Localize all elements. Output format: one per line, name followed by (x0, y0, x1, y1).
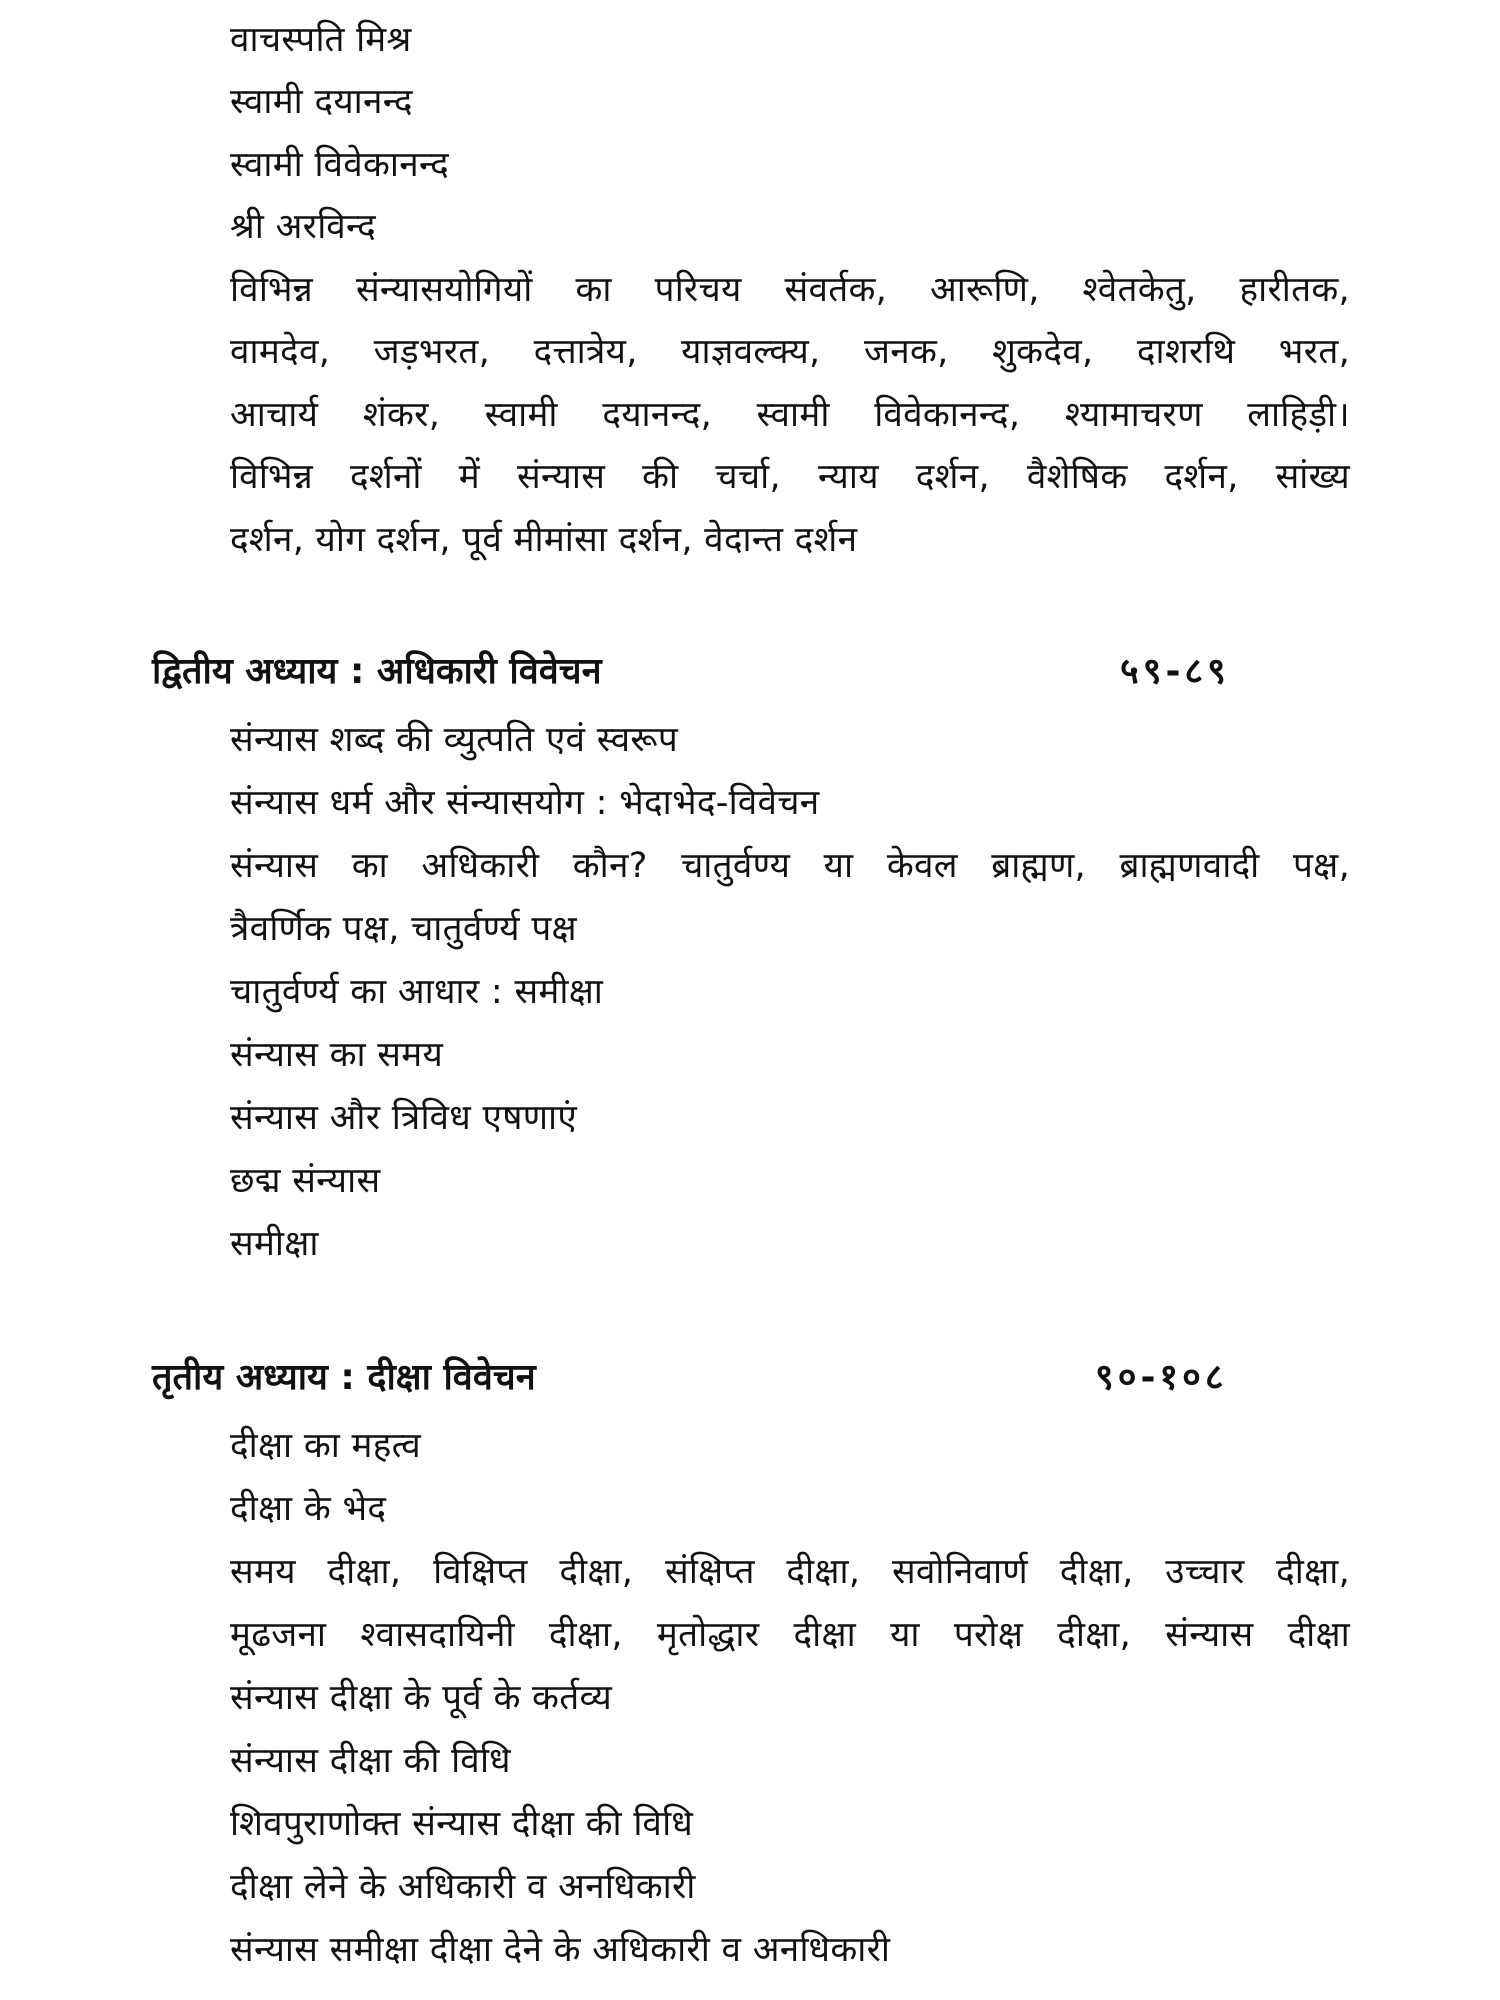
toc-entry: दीक्षा के भेद (230, 1489, 387, 1529)
toc-entry: शिवपुराणोक्त संन्यास दीक्षा की विधि (230, 1804, 694, 1844)
chapter-page-range: ५९-८९ (1120, 651, 1230, 692)
toc-entry: संन्यास धर्म और संन्यासयोग : भेदाभेद-विवेचन (230, 783, 820, 823)
toc-entry: श्री अरविन्द (230, 207, 377, 247)
toc-entry: वामदेव, जड़भरत, दत्तात्रेय, याज्ञवल्क्य, जनक, शुकदेव, दाशरथि भरत, (230, 332, 1350, 372)
toc-entry: संन्यास दीक्षा के पूर्व के कर्तव्य (230, 1678, 613, 1718)
toc-entry: आचार्य शंकर, स्वामी दयानन्द, स्वामी विवेकानन्द, श्यामाचरण लाहिड़ी। (230, 395, 1350, 435)
toc-entry: समीक्षा (230, 1224, 319, 1264)
toc-entry: छद्म संन्यास (230, 1161, 381, 1201)
toc-entry: चातुर्वर्ण्य का आधार : समीक्षा (230, 972, 604, 1012)
toc-entry: वाचस्पति मिश्र (230, 20, 412, 60)
chapter-page-range: ९०-१०८ (1095, 1357, 1228, 1398)
toc-entry: संन्यास का अधिकारी कौन? चातुर्वण्य या केवल ब्राह्मण, ब्राह्मणवादी पक्ष, (230, 846, 1350, 886)
toc-entry: संन्यास और त्रिविध एषणाएं (230, 1098, 578, 1138)
toc-entry: त्रैवर्णिक पक्ष, चातुर्वर्ण्य पक्ष (230, 909, 577, 949)
chapter-heading: तृतीय अध्याय : दीक्षा विवेचन (152, 1357, 536, 1398)
toc-entry: स्वामी विवेकानन्द (230, 145, 450, 185)
toc-entry: स्वामी दयानन्द (230, 82, 413, 122)
toc-entry: संन्यास समीक्षा दीक्षा देने के अधिकारी व अनधिकारी (230, 1930, 891, 1970)
toc-entry: संन्यास का समय (230, 1035, 444, 1075)
toc-entry: समय दीक्षा, विक्षिप्त दीक्षा, संक्षिप्त दीक्षा, सवोनिवार्ण दीक्षा, उच्चार दीक्षा, (230, 1552, 1350, 1592)
toc-entry: संन्यास दीक्षा की विधि (230, 1741, 511, 1781)
toc-entry: दीक्षा लेने के अधिकारी व अनधिकारी (230, 1867, 696, 1907)
toc-entry: दीक्षा का महत्व (230, 1426, 421, 1466)
toc-entry: विभिन्न संन्यासयोगियों का परिचय संवर्तक, आरूणि, श्वेतकेतु, हारीतक, (230, 270, 1350, 310)
toc-entry: संन्यास शब्द की व्युत्पति एवं स्वरूप (230, 720, 679, 760)
toc-entry: दर्शन, योग दर्शन, पूर्व मीमांसा दर्शन, वेदान्त दर्शन (230, 520, 858, 560)
toc-entry: विभिन्न दर्शनों में संन्यास की चर्चा, न्याय दर्शन, वैशेषिक दर्शन, सांख्य (230, 457, 1350, 497)
toc-entry: मूढजना श्वासदायिनी दीक्षा, मृतोद्धार दीक्षा या परोक्ष दीक्षा, संन्यास दीक्षा (230, 1615, 1350, 1655)
chapter-heading: द्वितीय अध्याय : अधिकारी विवेचन (152, 651, 602, 692)
